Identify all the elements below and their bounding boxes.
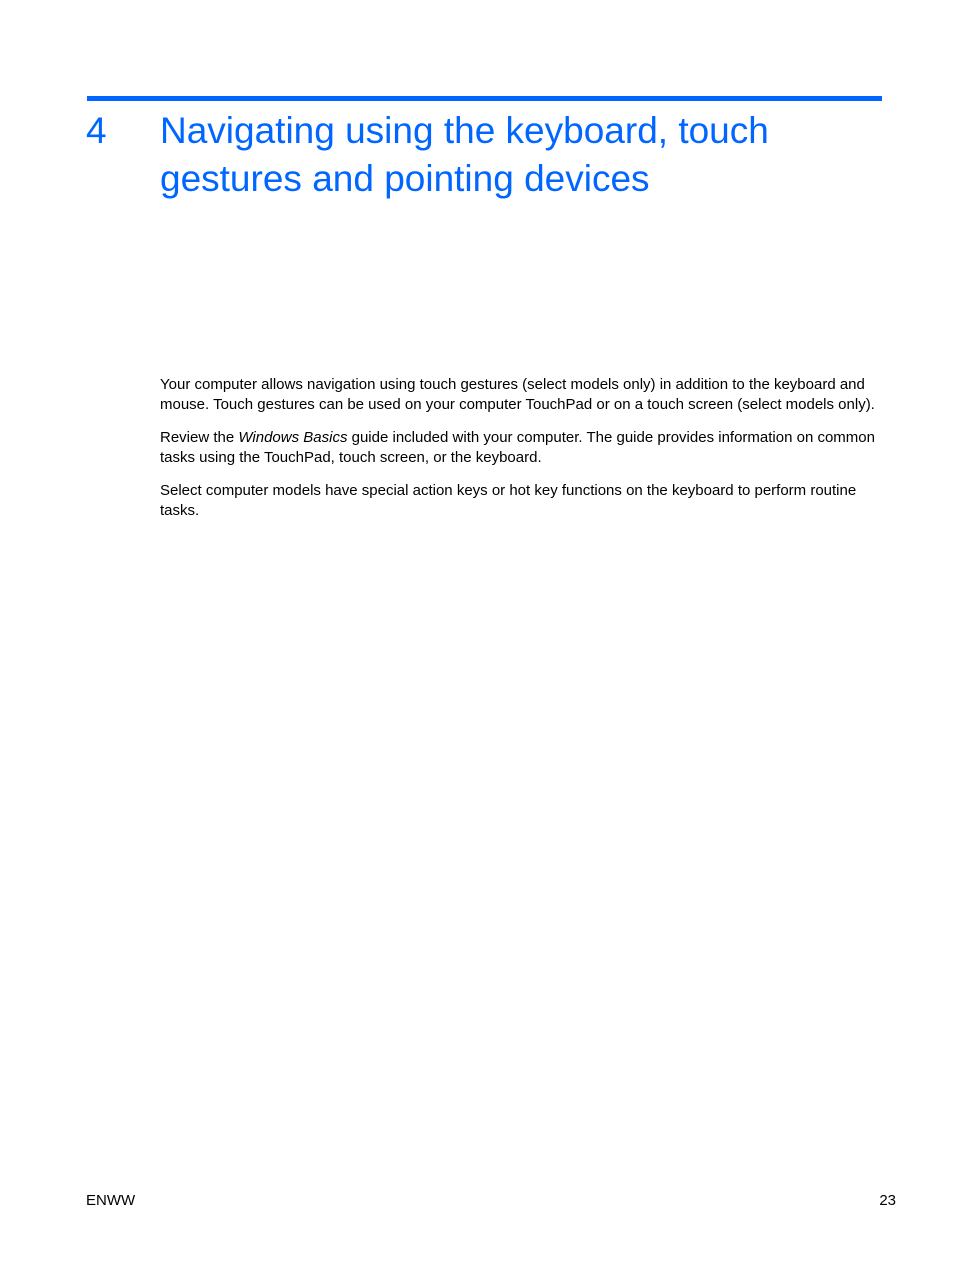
page-number: 23 — [879, 1192, 896, 1209]
chapter-rule — [87, 96, 882, 101]
paragraph-review-start: Review the — [160, 429, 239, 446]
guide-title: Windows Basics — [238, 429, 348, 446]
paragraph-review — [160, 428, 885, 467]
footer-label: ENWW — [86, 1192, 136, 1209]
paragraph-review-end: guide included with your computer. The guide provides information on common tasks using the TouchPad, touch screen, or the keyboard. — [160, 429, 875, 466]
body-text — [160, 375, 885, 534]
chapter-title: Navigating using the keyboard, touch gestures and pointing devices — [160, 110, 769, 199]
paragraph-action-keys: Select computer models have special action keys or hot key functions on the keyboard to perform routine tasks. — [160, 482, 857, 519]
paragraph-intro: Your computer allows navigation using touch gestures (select models only) in addition to the keyboard and mouse. Touch gestures can be used on your computer TouchPad or on a touch screen (select models only). — [160, 376, 875, 413]
chapter-number: 4 — [86, 110, 107, 151]
